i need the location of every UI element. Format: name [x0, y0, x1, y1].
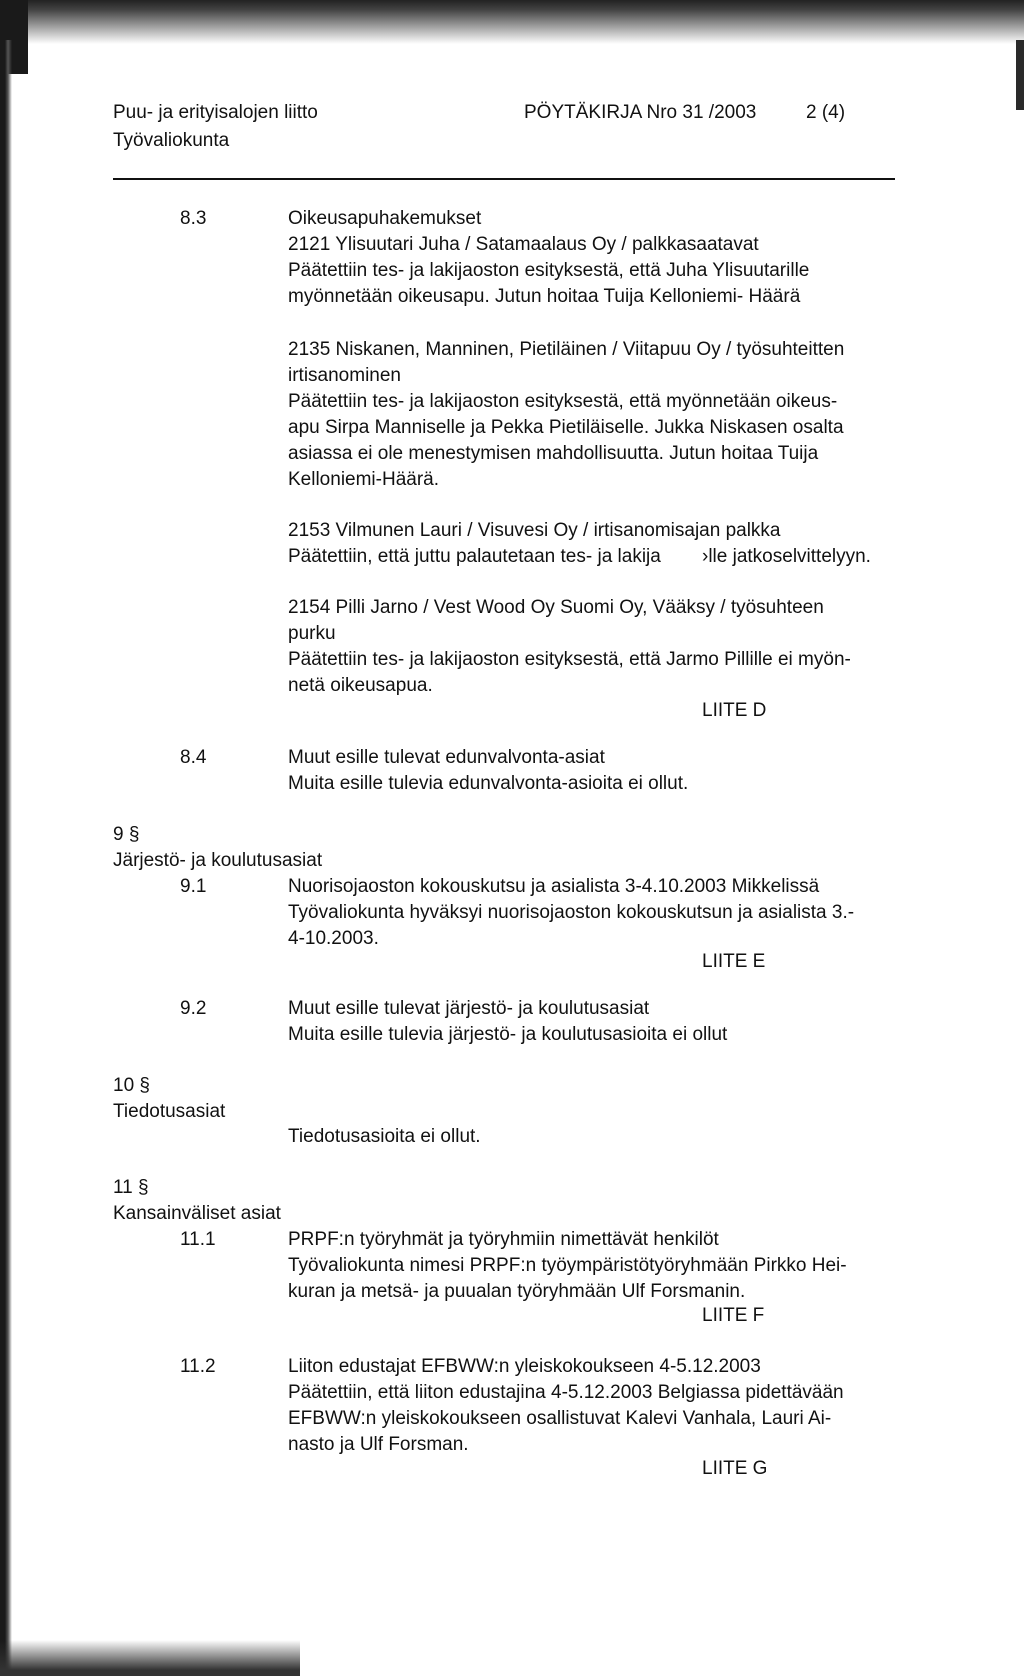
attachment-label: LIITE F: [702, 1305, 765, 1326]
section-number: 8.4: [180, 747, 207, 768]
case-2135-line: Kelloniemi-Häärä.: [288, 469, 440, 490]
section-line: Muita esille tulevia järjestö- ja koulutusasioita ei ollut: [288, 1024, 728, 1045]
case-2154-line: purku: [288, 623, 336, 644]
section-line: EFBWW:n yleiskokoukseen osallistuvat Kalevi Vanhala, Lauri Ai-: [288, 1408, 832, 1429]
section-line: Päätettiin, että liiton edustajina 4-5.12.2003 Belgiassa pidettävään: [288, 1382, 844, 1403]
paragraph-title: Kansainväliset asiat: [113, 1203, 281, 1224]
attachment-label: LIITE G: [702, 1458, 768, 1479]
section-line: nasto ja Ulf Forsman.: [288, 1434, 469, 1455]
case-2154-line: 2154 Pilli Jarno / Vest Wood Oy Suomi Oy, Vääksy / työsuhteen: [288, 597, 824, 618]
section-line: Liiton edustajat EFBWW:n yleiskokoukseen 4-5.12.2003: [288, 1356, 761, 1377]
paragraph-title: Tiedotusasiat: [113, 1101, 226, 1122]
page-number: 2 (4): [806, 102, 846, 123]
paragraph-heading: 10 §: [113, 1075, 150, 1096]
paragraph-title: Järjestö- ja koulutusasiat: [113, 850, 323, 871]
attachment-label: LIITE D: [702, 700, 767, 721]
case-2121-line: myönnetään oikeusapu. Jutun hoitaa Tuija Kelloniemi- Häärä: [288, 286, 801, 307]
section-line: PRPF:n työryhmät ja työryhmiin nimettävät henkilöt: [288, 1229, 719, 1250]
case-2153-line: Päätettiin, että juttu palautetaan tes- ja lakija: [288, 546, 661, 567]
case-2135-line: apu Sirpa Manniselle ja Pekka Pietiläiselle. Jukka Niskasen osalta: [288, 417, 844, 438]
section-line: Muut esille tulevat järjestö- ja koulutusasiat: [288, 998, 650, 1019]
org-unit: Työvaliokunta: [113, 130, 230, 151]
case-2153-line-tail: ›lle jatkoselvittelyyn.: [702, 546, 871, 567]
case-2135-line: asiassa ei ole menestymisen mahdollisuutta. Jutun hoitaa Tuija: [288, 443, 819, 464]
section-line: Työvaliokunta nimesi PRPF:n työympäristötyöryhmään Pirkko Hei-: [288, 1255, 847, 1276]
case-2154-line: netä oikeusapua.: [288, 675, 433, 696]
paragraph-heading: 9 §: [113, 824, 140, 845]
header-divider: [113, 178, 895, 180]
section-number: 11.1: [180, 1229, 216, 1250]
case-2135-line: 2135 Niskanen, Manninen, Pietiläinen / Viitapuu Oy / työsuhteitten: [288, 339, 845, 360]
section-line: Muita esille tulevia edunvalvonta-asioita ei ollut.: [288, 773, 689, 794]
attachment-label: LIITE E: [702, 951, 766, 972]
scan-edge-left: [0, 40, 12, 1676]
section-line: Työvaliokunta hyväksyi nuorisojaoston kokouskutsun ja asialista 3.-: [288, 902, 855, 923]
scan-edge-right: [1016, 40, 1024, 110]
section-line: Muut esille tulevat edunvalvonta-asiat: [288, 747, 605, 768]
section-line: Tiedotusasioita ei ollut.: [288, 1126, 481, 1147]
case-2135-line: irtisanominen: [288, 365, 401, 386]
case-2121-line: Päätettiin tes- ja lakijaoston esityksestä, että Juha Ylisuutarille: [288, 260, 810, 281]
section-number: 9.2: [180, 998, 207, 1019]
scan-edge-bottom: [0, 1640, 300, 1676]
case-2154-line: Päätettiin tes- ja lakijaoston esityksestä, että Jarmo Pillille ei myön-: [288, 649, 851, 670]
case-2121-line: 2121 Ylisuutari Juha / Satamaalaus Oy / palkkasaatavat: [288, 234, 759, 255]
section-line: Nuorisojaoston kokouskutsu ja asialista 3-4.10.2003 Mikkelissä: [288, 876, 820, 897]
section-number: 9.1: [180, 876, 207, 897]
section-number: 8.3: [180, 208, 207, 229]
section-title: Oikeusapuhakemukset: [288, 208, 482, 229]
document-title: PÖYTÄKIRJA Nro 31 /2003: [524, 102, 757, 123]
section-number: 11.2: [180, 1356, 216, 1377]
section-line: 4-10.2003.: [288, 928, 379, 949]
scan-edge-top: [0, 0, 1024, 44]
org-name: Puu- ja erityisalojen liitto: [113, 102, 318, 123]
case-2135-line: Päätettiin tes- ja lakijaoston esityksestä, että myönnetään oikeus-: [288, 391, 838, 412]
case-2153-line: 2153 Vilmunen Lauri / Visuvesi Oy / irtisanomisajan palkka: [288, 520, 781, 541]
section-line: kuran ja metsä- ja puualan työryhmään Ulf Forsmanin.: [288, 1281, 746, 1302]
paragraph-heading: 11 §: [113, 1177, 149, 1198]
